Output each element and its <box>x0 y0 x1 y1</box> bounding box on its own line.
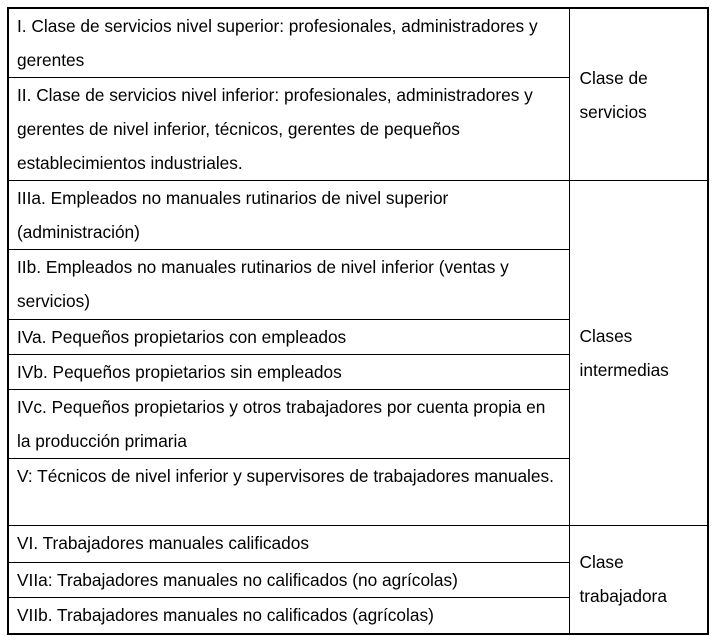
class-description: IVc. Pequeños propietarios y otros trabajadores por cuenta propia en la producción primaria <box>8 390 569 459</box>
class-description: V: Técnicos de nivel inferior y supervisores de trabajadores manuales. <box>8 459 569 526</box>
class-group-label: Clases intermedias <box>569 181 708 526</box>
table-row <box>8 181 708 250</box>
table-row <box>8 526 708 563</box>
class-description: IVb. Pequeños propietarios sin empleados <box>8 355 569 390</box>
class-description: IVa. Pequeños propietarios con empleados <box>8 320 569 355</box>
social-class-table <box>7 7 709 635</box>
class-description: I. Clase de servicios nivel superior: profesionales, administradores y gerentes <box>8 8 569 78</box>
class-description: IIb. Empleados no manuales rutinarios de nivel inferior (ventas y servicios) <box>8 250 569 320</box>
table-row <box>8 8 708 78</box>
class-description: VIIa: Trabajadores manuales no calificados (no agrícolas) <box>8 563 569 598</box>
class-description: VIIb. Trabajadores manuales no calificados (agrícolas) <box>8 598 569 634</box>
class-group-label: Clase trabajadora <box>569 526 708 634</box>
class-description: II. Clase de servicios nivel inferior: profesionales, administradores y gerentes de nivel inferior, técnicos, gerentes de pequeños establecimientos industriales. <box>8 78 569 181</box>
class-group-label: Clase de servicios <box>569 8 708 181</box>
class-description: IIIa. Empleados no manuales rutinarios de nivel superior (administración) <box>8 181 569 250</box>
class-description: VI. Trabajadores manuales calificados <box>8 526 569 563</box>
